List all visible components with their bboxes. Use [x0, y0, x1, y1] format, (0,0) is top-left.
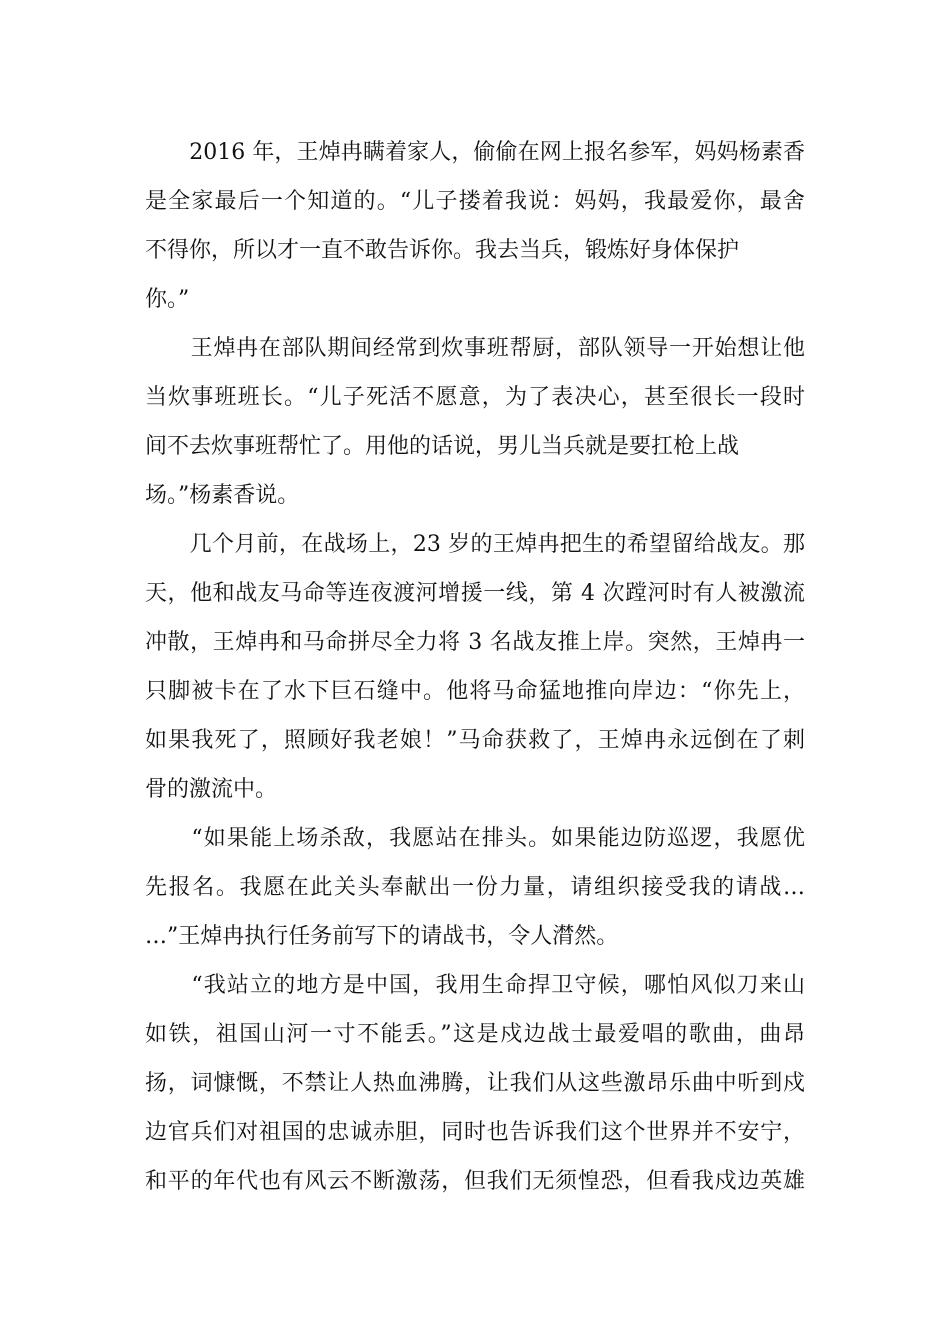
text-line: 间不去炊事班帮忙了。用他的话说，男儿当兵就是要扛枪上战 [145, 434, 740, 459]
text-line: 如铁，祖国山河一寸不能丢。”这是戍边战士最爱唱的歌曲，曲昂 [145, 1022, 805, 1047]
paragraph-1 [145, 128, 805, 324]
text-line: 和平的年代也有风云不断激荡，但我们无须惶恐，但看我戍边英雄 [145, 1169, 805, 1194]
text-line: 如果我死了，照顾好我老娘！”马命获救了，王焯冉永远倒在了刺 [145, 728, 805, 753]
text-line: 骨的激流中。 [145, 777, 278, 802]
paragraph-2 [145, 324, 805, 520]
paragraph-4 [145, 814, 805, 961]
paragraph-5 [145, 961, 805, 1206]
text-line: 先报名。我愿在此关头奉献出一份力量，请组织接受我的请战… [145, 875, 805, 900]
text-line: “我站立的地方是中国，我用生命捍卫守候，哪怕风似刀来山 [145, 973, 805, 998]
text-line: 王焯冉在部队期间经常到炊事班帮厨，部队领导一开始想让他 [145, 336, 805, 361]
text-line: 天，他和战友马命等连夜渡河增援一线，第 4 次蹚河时有人被激流 [145, 581, 805, 606]
text-line: 冲散，王焯冉和马命拼尽全力将 3 名战友推上岸。突然，王焯冉一 [145, 630, 805, 655]
document-page [145, 128, 805, 1206]
text-line: 你。” [145, 287, 190, 312]
text-line: 场。”杨素香说。 [145, 483, 300, 508]
text-line: “如果能上场杀敌，我愿站在排头。如果能边防巡逻，我愿优 [145, 826, 805, 851]
text-line: …”王焯冉执行任务前写下的请战书，令人潸然。 [145, 924, 619, 949]
text-line: 几个月前，在战场上，23 岁的王焯冉把生的希望留给战友。那 [145, 532, 805, 557]
text-line: 2016 年，王焯冉瞒着家人，偷偷在网上报名参军，妈妈杨素香 [145, 140, 805, 165]
text-line: 只脚被卡在了水下巨石缝中。他将马命猛地推向岸边：“你先上， [145, 679, 805, 704]
text-line: 扬，词慷慨，不禁让人热血沸腾，让我们从这些激昂乐曲中听到戍 [145, 1071, 805, 1096]
paragraph-3 [145, 520, 805, 814]
text-line: 边官兵们对祖国的忠诚赤胆，同时也告诉我们这个世界并不安宁， [145, 1120, 805, 1145]
text-line: 不得你，所以才一直不敢告诉你。我去当兵，锻炼好身体保护 [145, 238, 740, 263]
text-line: 是全家最后一个知道的。“儿子搂着我说：妈妈，我最爱你，最舍 [145, 189, 805, 214]
text-line: 当炊事班班长。“儿子死活不愿意，为了表决心，甚至很长一段时 [145, 385, 805, 410]
